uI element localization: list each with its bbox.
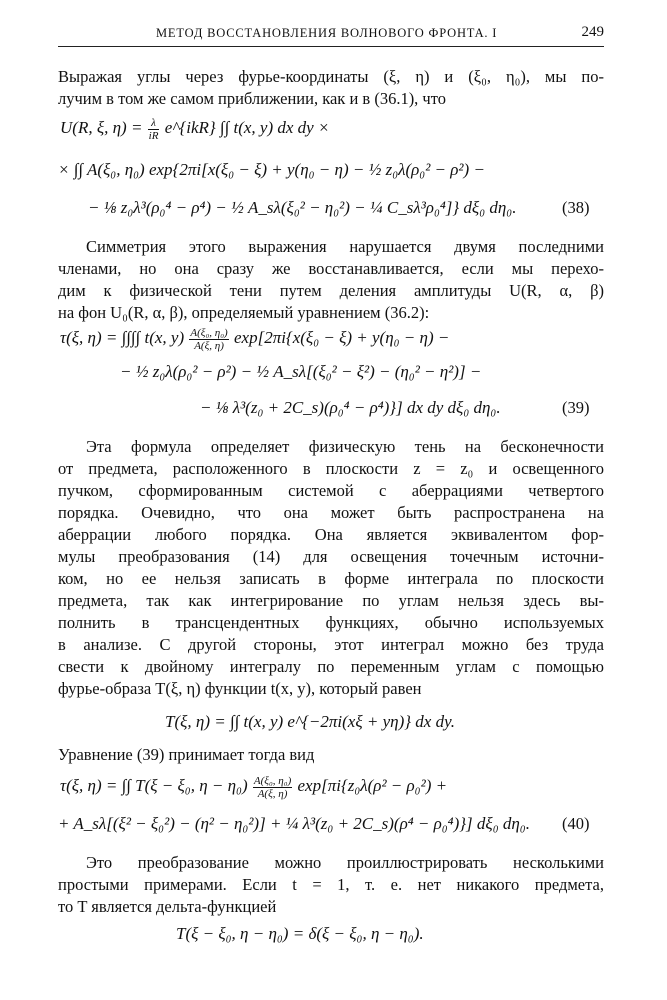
equation-39-line-1 <box>60 326 449 352</box>
eq39-head: τ(ξ, η) = ∫∫∫∫ t(x, y) <box>60 328 185 347</box>
paragraph-3-line-7: ком, но ее нельзя записать в форме интеграла по плоскости <box>58 569 604 588</box>
eq40-fraction: $\frac{\text{A(ξ₀, η₀)}}{A(\xi, \eta)}$ <box>253 774 292 800</box>
page-header <box>58 24 604 47</box>
paragraph-3-line-1: Эта формула определяет физическую тень на бесконечности <box>86 437 604 456</box>
paragraph-3-line-10: в анализе. С другой стороны, этот интеграл можно без труда <box>58 635 604 654</box>
equation-fourier-transform: T(ξ, η) = ∫∫ t(x, y) e^{−2πi(xξ + yη)} dx dy. <box>165 712 455 731</box>
paragraph-4-line-1: Уравнение (39) принимает тогда вид <box>58 745 315 764</box>
equation-38-line-1 <box>60 116 329 142</box>
paragraph-5-line-3: то T является дельта-функцией <box>58 897 277 916</box>
equation-38-line-2: × ∫∫ A(ξ₀, η₀) exp{2πi[x(ξ₀ − ξ) + y(η₀ − η) − ½ z₀λ(ρ₀² − ρ²) − <box>58 160 485 179</box>
paragraph-2-line-2: членами, но она сразу же восстанавливается, если мы перехо- <box>58 259 604 278</box>
equation-38-line-3: − ⅛ z₀λ³(ρ₀⁴ − ρ⁴) − ½ A_sλ(ξ₀² − η₀²) − ¼ C_sλ³ρ₀⁴]} dξ₀ dη₀. <box>88 198 517 217</box>
paragraph-2-line-3: дим к физической тени путем деления амплитуды U(R, α, β) <box>58 281 604 300</box>
paragraph-3-line-5: аберрации любого порядка. Она является эквивалентом фор- <box>58 525 604 544</box>
equation-delta-function: T(ξ − ξ₀, η − η₀) = δ(ξ − ξ₀, η − η₀). <box>176 924 424 943</box>
eq38-fraction: $\frac{\lambda}{iR}$ <box>148 116 159 142</box>
eq39-fraction: $\frac{\text{A(ξ₀, η₀)}}{A(\xi, \eta)}$ <box>190 326 228 352</box>
eq39-line-1-tail: exp[2πi{x(ξ₀ − ξ) + y(η₀ − η) − <box>233 328 450 347</box>
paragraph-3-line-12: фурье-образа T(ξ, η) функции t(x, y), который равен <box>58 679 422 698</box>
eq38-lhs: U(R, ξ, η) = <box>60 118 143 137</box>
paragraph-3-line-11: свести к двойному интегралу по переменным углам с помощью <box>58 657 604 676</box>
paragraph-3-line-2: от предмета, расположенного в плоскости z = z₀ и освещенного <box>58 459 604 478</box>
paragraph-1-line-1: Выражая углы через фурье-координаты (ξ, η) и (ξ₀, η₀), мы по- <box>58 67 604 86</box>
equation-40-number: (40) <box>562 814 590 833</box>
paragraph-3-line-3: пучком, сформированным системой с аберрациями четвертого <box>58 481 604 500</box>
paragraph-5-line-2: простыми примерами. Если t = 1, т. е. нет никакого предмета, <box>58 875 604 894</box>
paragraph-2-line-4: на фон U₀(R, α, β), определяемый уравнением (36.2): <box>58 303 430 322</box>
equation-39-line-3: − ⅛ λ³(z₀ + 2C_s)(ρ₀⁴ − ρ⁴)}] dx dy dξ₀ dη₀. <box>200 398 501 417</box>
paragraph-2-line-1: Симметрия этого выражения нарушается двумя последними <box>86 237 604 256</box>
equation-38-number: (38) <box>562 198 590 217</box>
paragraph-1-line-2: лучим в том же самом приближении, как и в (36.1), что <box>58 89 446 108</box>
eq40-head: τ(ξ, η) = ∫∫ T(ξ − ξ₀, η − η₀) <box>60 776 248 795</box>
equation-39-number: (39) <box>562 398 590 417</box>
eq40-line-1-tail: exp[πi{z₀λ(ρ² − ρ₀²) + <box>297 776 448 795</box>
equation-39-line-2: − ½ z₀λ(ρ₀² − ρ²) − ½ A_sλ[(ξ₀² − ξ²) − (η₀² − η²)] − <box>120 362 482 381</box>
paragraph-3-line-4: порядка. Очевидно, что она может быть распространена на <box>58 503 604 522</box>
paragraph-5-line-1: Это преобразование можно проиллюстрировать несколькими <box>86 853 604 872</box>
equation-40-line-1 <box>60 774 447 800</box>
equation-40-line-2: + A_sλ[(ξ² − ξ₀²) − (η² − η₀²)] + ¼ λ³(z₀ + 2C_s)(ρ⁴ − ρ₀⁴)}] dξ₀ dη₀. <box>58 814 530 833</box>
page-number: 249 <box>581 24 604 40</box>
paragraph-3-line-9: полнить в трансцендентных функциях, обычно используемых <box>58 613 604 632</box>
eq38-line-1-tail: e^{ikR} ∫∫ t(x, y) dx dy × <box>164 118 330 137</box>
paragraph-3-line-8: предмета, так как интегрирование по углам нельзя здесь вы- <box>58 591 604 610</box>
paragraph-3-line-6: мулы преобразования (14) для освещения точечным источни- <box>58 547 604 566</box>
running-head: МЕТОД ВОССТАНОВЛЕНИЯ ВОЛНОВОГО ФРОНТА. I <box>156 26 498 40</box>
